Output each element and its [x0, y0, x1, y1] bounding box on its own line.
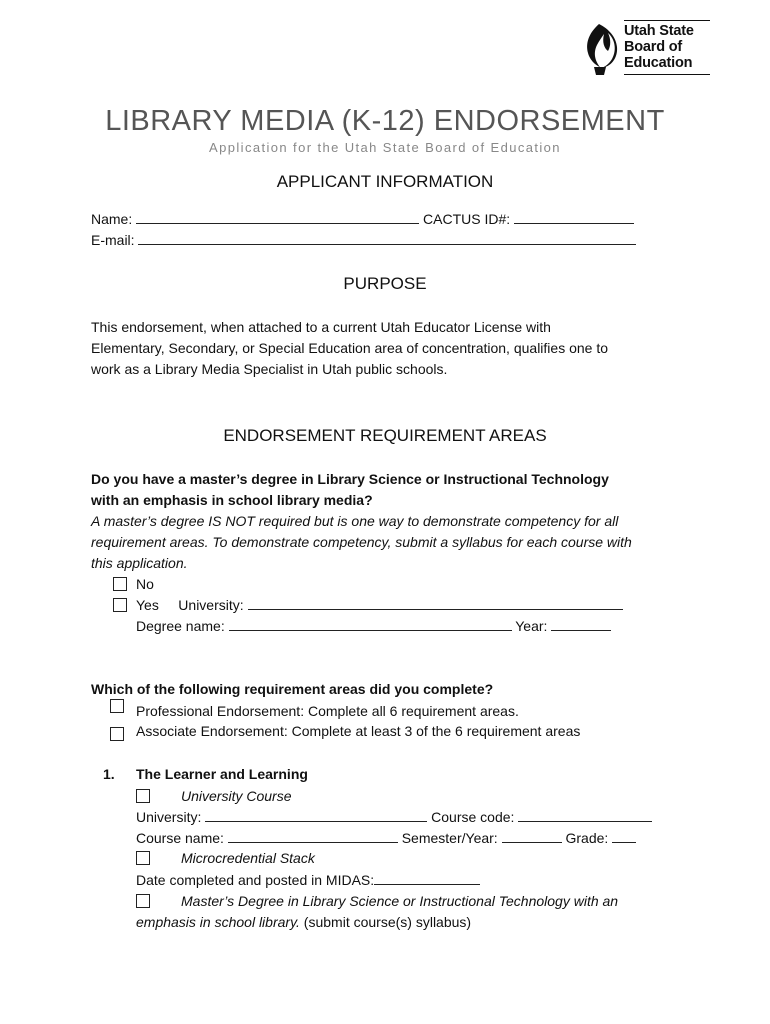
- midas-date-label: Date completed and posted in MIDAS:: [136, 872, 375, 888]
- year-field[interactable]: [551, 617, 611, 631]
- area-1-number: 1.: [103, 766, 115, 782]
- page-subtitle: Application for the Utah State Board of Education: [209, 140, 561, 155]
- microcredential-label: Microcredential Stack: [181, 850, 315, 866]
- university-label: University:: [178, 597, 244, 613]
- cactus-label: CACTUS ID#:: [423, 211, 511, 227]
- masters-university-field[interactable]: [248, 596, 623, 610]
- usbe-logo: [580, 18, 712, 80]
- masters-note-line: A master’s degree IS NOT required but is one way to demonstrate competency for all: [91, 513, 619, 529]
- course-code-label: Course code:: [431, 809, 515, 825]
- degree-row: [136, 616, 611, 637]
- areas-question: Which of the following requirement areas did you complete?: [91, 681, 494, 697]
- yes-label: Yes: [136, 597, 159, 613]
- grade-field[interactable]: [612, 829, 636, 843]
- name-row: [91, 209, 634, 230]
- area-1-course-row: [136, 828, 636, 849]
- course-name-label: Course name:: [136, 830, 224, 846]
- masters-degree-line-1: Master’s Degree in Library Science or Instructional Technology with an: [181, 893, 619, 909]
- associate-checkbox[interactable]: [110, 727, 124, 741]
- degree-name-field[interactable]: [229, 617, 512, 631]
- course-name-field[interactable]: [228, 829, 398, 843]
- logo-line-2: Board of: [624, 39, 683, 55]
- masters-note-line: this application.: [91, 555, 188, 571]
- masters-note: [91, 511, 632, 574]
- purpose-line: This endorsement, when attached to a current Utah Educator License with: [91, 319, 551, 335]
- email-row: [91, 230, 636, 251]
- applicant-heading: APPLICANT INFORMATION: [276, 172, 494, 191]
- purpose-line: work as a Library Media Specialist in Utah public schools.: [91, 361, 448, 377]
- masters-question-line: Do you have a master’s degree in Library Science or Instructional Technology: [91, 471, 609, 487]
- area-1-university-row: [136, 807, 652, 828]
- area-1-university-field[interactable]: [205, 808, 427, 822]
- logo-line-3: Education: [624, 55, 693, 71]
- grade-label: Grade:: [565, 830, 609, 846]
- requirements-heading: ENDORSEMENT REQUIREMENT AREAS: [223, 426, 547, 445]
- university-course-checkbox[interactable]: [136, 789, 150, 803]
- degree-name-label: Degree name:: [136, 618, 225, 634]
- no-label: No: [136, 576, 154, 592]
- yes-row: [136, 595, 623, 616]
- area-1-university-label: University:: [136, 809, 202, 825]
- semester-field[interactable]: [502, 829, 562, 843]
- year-label: Year:: [515, 618, 548, 634]
- email-label: E-mail:: [91, 232, 135, 248]
- associate-label: Associate Endorsement: Complete at least 3 of the 6 requirement areas: [136, 723, 581, 739]
- purpose-heading: PURPOSE: [343, 274, 427, 293]
- torch-flame-icon: [580, 20, 620, 78]
- semester-label: Semester/Year:: [401, 830, 498, 846]
- midas-row: [136, 870, 480, 891]
- course-code-field[interactable]: [518, 808, 652, 822]
- masters-degree-checkbox[interactable]: [136, 894, 150, 908]
- masters-note-line: requirement areas. To demonstrate competency, submit a syllabus for each course with: [91, 534, 632, 550]
- masters-degree-emphasis: emphasis in school library.: [136, 914, 300, 930]
- email-field[interactable]: [138, 231, 636, 245]
- name-label: Name:: [91, 211, 133, 227]
- university-course-label: University Course: [181, 788, 292, 804]
- purpose-line: Elementary, Secondary, or Special Education area of concentration, qualifies one to: [91, 340, 609, 356]
- area-1-title: The Learner and Learning: [136, 766, 308, 782]
- yes-checkbox[interactable]: [113, 598, 127, 612]
- no-checkbox[interactable]: [113, 577, 127, 591]
- masters-degree-line-2: [136, 912, 471, 933]
- page-title: LIBRARY MEDIA (K-12) ENDORSEMENT: [105, 105, 665, 137]
- masters-degree-syllabus-note: (submit course(s) syllabus): [299, 914, 472, 930]
- logo-line-1: Utah State: [624, 23, 694, 39]
- cactus-id-field[interactable]: [514, 210, 634, 224]
- masters-question-line: with an emphasis in school library media?: [91, 492, 373, 508]
- name-field[interactable]: [136, 210, 419, 224]
- purpose-text: [91, 317, 608, 380]
- professional-checkbox[interactable]: [110, 699, 124, 713]
- midas-date-field[interactable]: [374, 871, 480, 885]
- professional-label: Professional Endorsement: Complete all 6 requirement areas.: [136, 703, 519, 719]
- microcredential-checkbox[interactable]: [136, 851, 150, 865]
- masters-question: [91, 469, 609, 511]
